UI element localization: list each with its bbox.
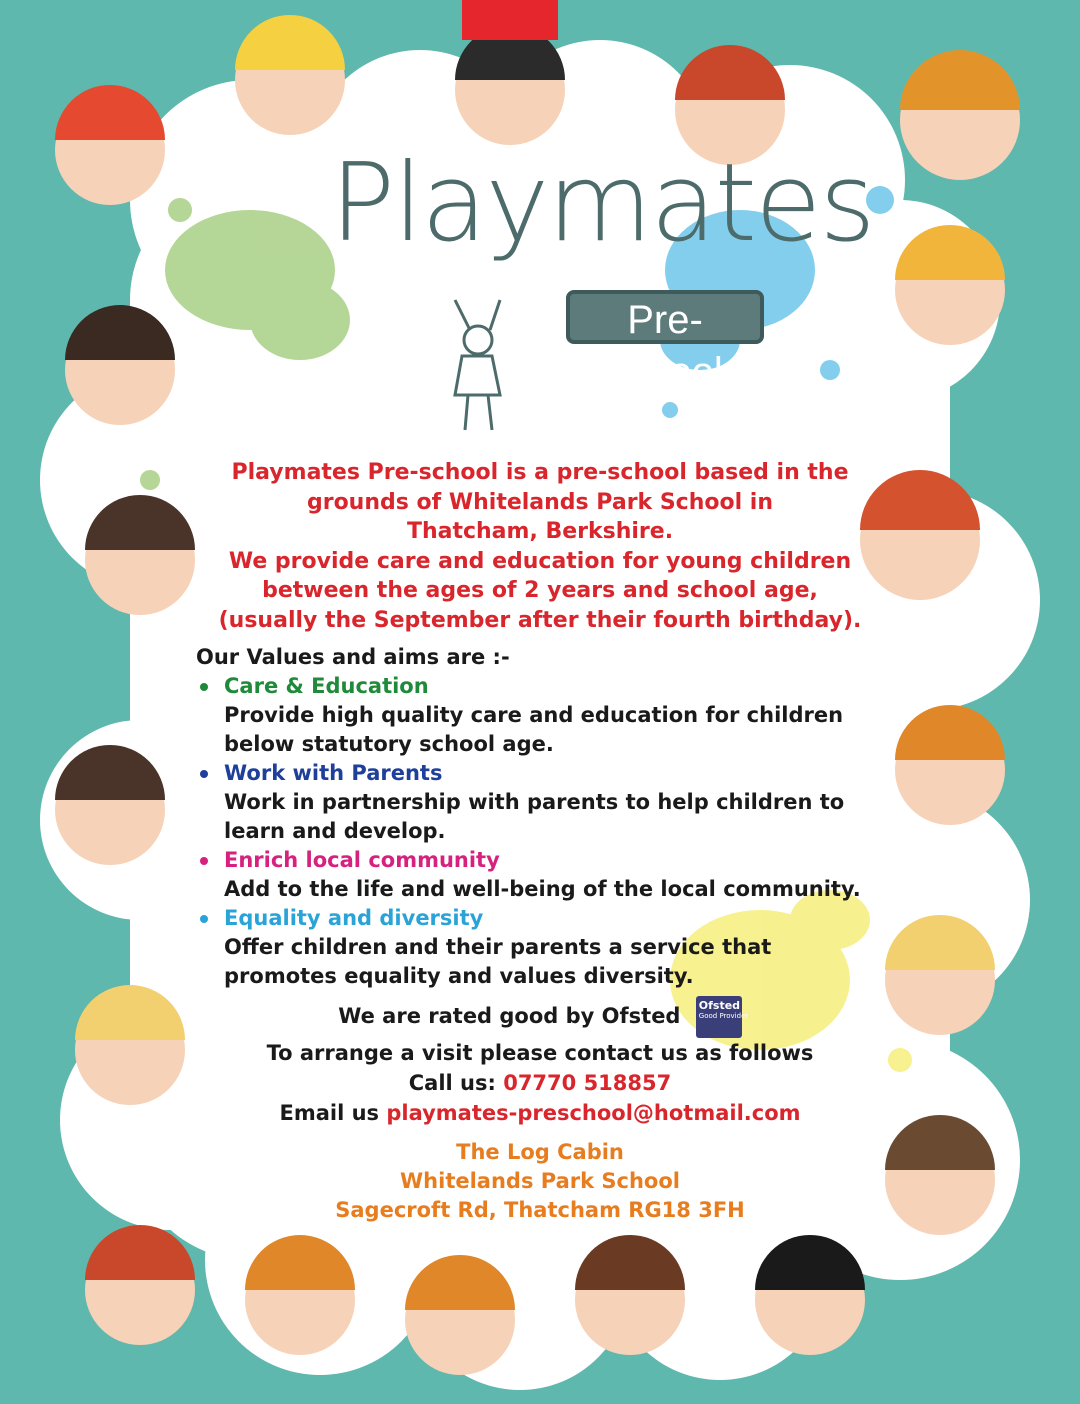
bullet-icon	[200, 683, 208, 691]
value-desc: promotes equality and values diversity.	[224, 964, 694, 988]
values-heading: Our Values and aims are :-	[196, 645, 510, 669]
logo-title: Playmates	[330, 141, 874, 266]
value-title: Equality and diversity	[224, 906, 484, 930]
phone-number: 07770 518857	[503, 1071, 672, 1095]
value-title: Care & Education	[224, 674, 429, 698]
bullet-icon	[200, 915, 208, 923]
ofsted-rating-text: We are rated good by Ofsted	[338, 1004, 681, 1028]
value-desc: Offer children and their parents a service that	[224, 935, 772, 959]
email-row	[200, 1098, 880, 1128]
value-item-enrich-community	[196, 846, 896, 904]
value-item-work-with-parents	[196, 759, 896, 846]
value-desc: learn and develop.	[224, 819, 446, 843]
value-desc: below statutory school age.	[224, 732, 554, 756]
intro-line: We provide care and education for young children	[228, 548, 852, 574]
value-desc: Provide high quality care and education for children	[224, 703, 844, 727]
ofsted-badge-sub: Good Provider	[698, 1012, 749, 1020]
address-line: The Log Cabin	[456, 1140, 624, 1164]
email-label: Email us	[279, 1101, 380, 1125]
ofsted-rating-row	[200, 996, 880, 1038]
value-desc: Work in partnership with parents to help children to	[224, 790, 845, 814]
intro-line: Playmates Pre-school is a pre-school based in the	[231, 460, 849, 485]
address-line: Sagecroft Rd, Thatcham RG18 3FH	[335, 1198, 745, 1222]
value-title: Work with Parents	[224, 761, 443, 785]
value-item-care-education	[196, 672, 896, 759]
ofsted-badge-main: Ofsted	[698, 999, 741, 1012]
call-label: Call us:	[408, 1071, 496, 1095]
values-section	[196, 643, 896, 991]
value-desc: Add to the life and well-being of the local community.	[224, 877, 861, 901]
intro-paragraph	[200, 458, 880, 635]
phone-row	[200, 1068, 880, 1098]
bullet-icon	[200, 770, 208, 778]
ofsted-badge-icon	[696, 996, 749, 1038]
intro-line: between the ages of 2 years and school age,	[262, 578, 818, 603]
email-address: playmates-preschool@hotmail.com	[386, 1101, 801, 1125]
address-block	[300, 1138, 780, 1225]
value-item-equality-diversity	[196, 904, 896, 991]
contact-section	[200, 996, 880, 1128]
intro-line: (usually the September after their fourth birthday).	[218, 607, 862, 633]
logo-subtitle-badge: Pre-school	[566, 290, 764, 344]
intro-line: Thatcham, Berkshire.	[406, 519, 674, 544]
intro-line: grounds of Whitelands Park School in	[306, 489, 774, 515]
value-title: Enrich local community	[224, 848, 500, 872]
address-line: Whitelands Park School	[400, 1169, 680, 1193]
arrange-visit-text: To arrange a visit please contact us as follows	[266, 1041, 814, 1065]
bullet-icon	[200, 857, 208, 865]
